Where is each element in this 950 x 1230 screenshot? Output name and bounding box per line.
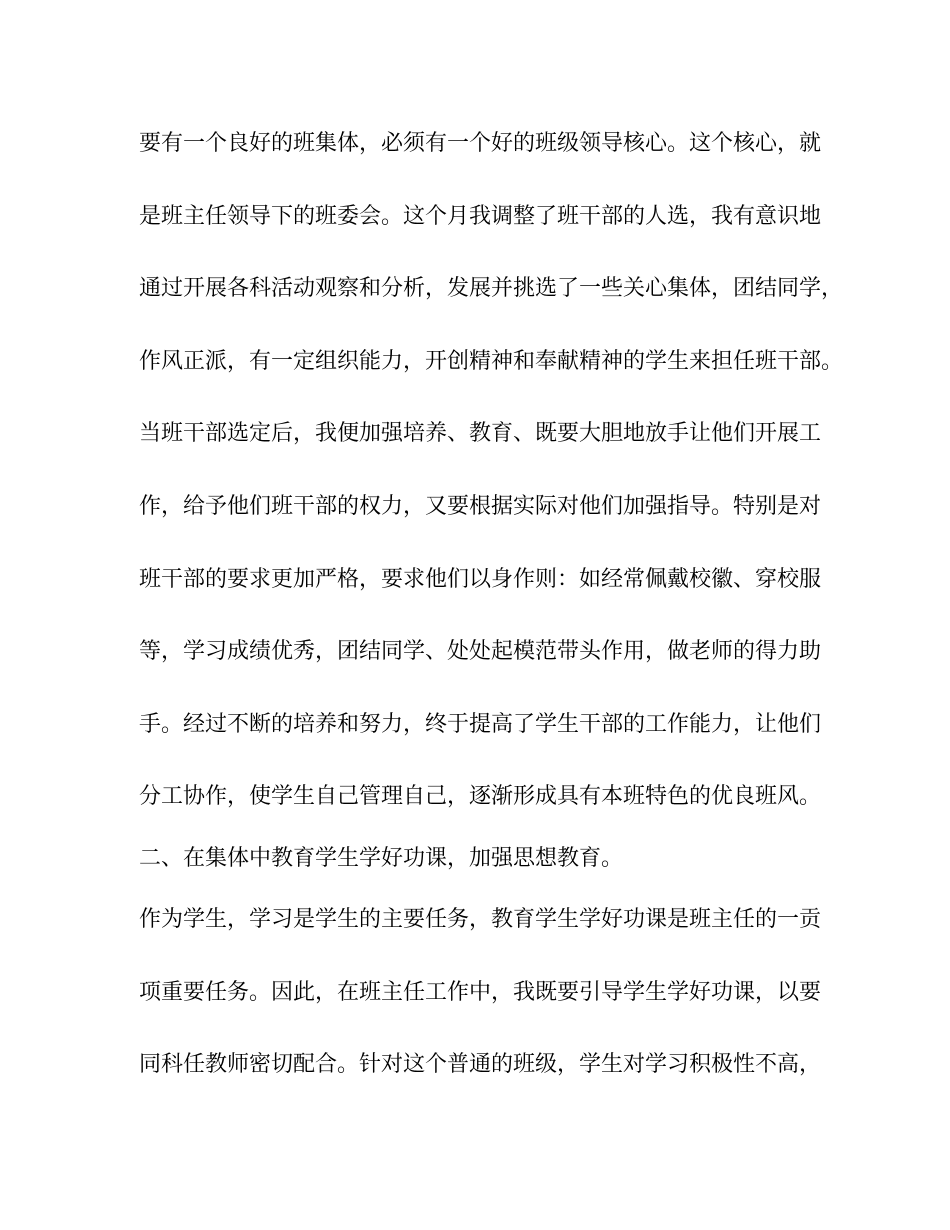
text-line: 作，给予他们班干部的权力，又要根据实际对他们加强指导。特别是对 <box>139 494 822 519</box>
text-line: 作为学生，学习是学生的主要任务，教育学生学好功课是班主任的一贡 <box>139 907 822 932</box>
text-line: 当班干部选定后，我便加强培养、教育、既要大胆地放手让他们开展工 <box>139 421 822 446</box>
text-line: 通过开展各科活动观察和分析，发展并挑选了一些关心集体，团结同学， <box>139 276 844 301</box>
text-line: 要有一个良好的班集体，必须有一个好的班级领导核心。这个核心，就 <box>139 131 822 156</box>
text-line: 班干部的要求更加严格，要求他们以身作则：如经常佩戴校徽、穿校服 <box>139 567 822 592</box>
text-line: 分工协作，使学生自己管理自己，逐渐形成具有本班特色的优良班风。 <box>139 784 822 809</box>
text-line: 等，学习成绩优秀，团结同学、处处起模范带头作用，做老师的得力助 <box>139 639 822 664</box>
text-line: 手。经过不断的培养和努力，终于提高了学生干部的工作能力，让他们 <box>139 712 822 737</box>
text-line: 项重要任务。因此，在班主任工作中，我既要引导学生学好功课，以要 <box>139 980 822 1005</box>
text-line: 作风正派，有一定组织能力，开创精神和奉献精神的学生来担任班干部。 <box>139 349 844 374</box>
text-line: 同科任教师密切配合。针对这个普通的班级，学生对学习积极性不高， <box>139 1052 822 1077</box>
section-heading: 二、在集体中教育学生学好功课，加强思想教育。 <box>139 846 624 871</box>
text-line: 是班主任领导下的班委会。这个月我调整了班干部的人选，我有意识地 <box>139 204 822 229</box>
